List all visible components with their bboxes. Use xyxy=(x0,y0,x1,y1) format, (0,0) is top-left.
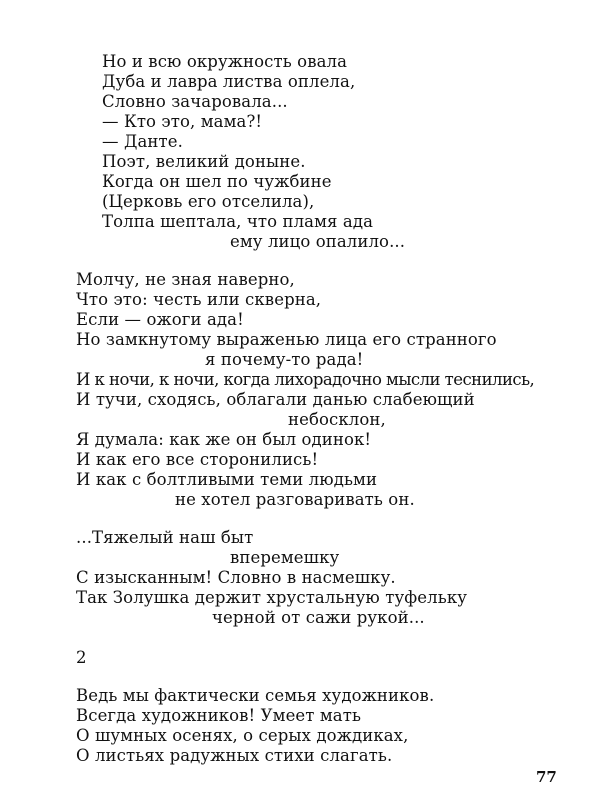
poem-line: Всегда художников! Умеет мать xyxy=(76,706,362,725)
poem-line-indented: черной от сажи рукой... xyxy=(212,608,425,627)
poem-line: И как с болтливыми теми людьми xyxy=(76,470,378,489)
poem-line-indented: вперемешку xyxy=(230,548,340,567)
poem-line: О шумных осенях, о серых дождиках, xyxy=(76,726,409,745)
poem-line: Если — ожоги ада! xyxy=(76,310,244,329)
poem-line: Что это: честь или скверна, xyxy=(76,290,322,309)
poem-line: Я думала: как же он был одинок! xyxy=(76,430,372,449)
section-number: 2 xyxy=(76,648,87,667)
poem-line: С изысканным! Словно в насмешку. xyxy=(76,568,396,587)
poem-line: Молчу, не зная наверно, xyxy=(76,270,295,289)
poem-line: ...Тяжелый наш быт xyxy=(76,528,254,547)
poem-line: Поэт, великий доныне. xyxy=(102,152,306,171)
poem-line: Ведь мы фактически семья художников. xyxy=(76,686,435,705)
poem-line: И как его все сторонились! xyxy=(76,450,319,469)
poem-line: Но и всю окружность овала xyxy=(102,52,348,71)
poem-line: Когда он шел по чужбине xyxy=(102,172,332,191)
poem-line-indented: небосклон, xyxy=(288,410,386,429)
poem-line: Так Золушка держит хрустальную туфельку xyxy=(76,588,468,607)
poem-line: И тучи, сходясь, облагали данью слабеющий xyxy=(76,390,475,409)
poem-line: — Кто это, мама?! xyxy=(102,112,263,131)
page-number: 77 xyxy=(536,768,557,786)
poem-line-indented: не хотел разговаривать он. xyxy=(175,490,415,509)
poem-line: И к ночи, к ночи, когда лихорадочно мысли теснились, xyxy=(76,370,535,389)
poem-line: О листьях радужных стихи слагать. xyxy=(76,746,393,765)
poem-line: — Данте. xyxy=(102,132,183,151)
poem-line: Дуба и лавра листва оплела, xyxy=(102,72,356,91)
poem-line-indented: ему лицо опалило... xyxy=(230,232,406,251)
poem-line: (Церковь его отселила), xyxy=(102,192,315,211)
poem-line: Толпа шептала, что пламя ада xyxy=(102,212,374,231)
poem-line: Словно зачаровала... xyxy=(102,92,288,111)
poem-line-indented: я почему-то рада! xyxy=(205,350,364,369)
poem-line: Но замкнутому выраженью лица его странного xyxy=(76,330,497,349)
